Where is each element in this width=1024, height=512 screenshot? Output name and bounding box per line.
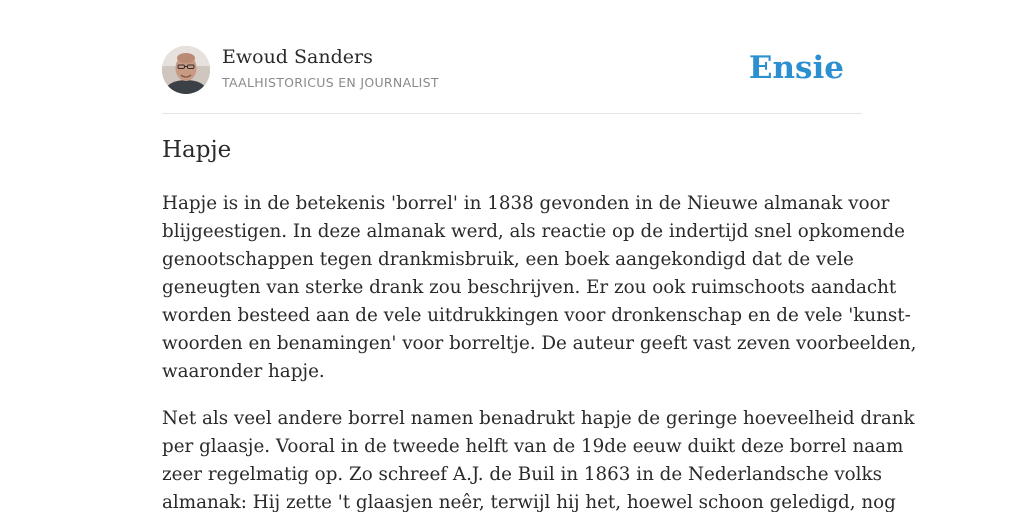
author-avatar[interactable] bbox=[162, 46, 210, 94]
paragraph-line: Net als veel andere borrel namen benadrukt hapje de geringe hoeveelheid drank bbox=[162, 408, 915, 429]
paragraph-line: per glaasje. Vooral in de tweede helft van de 19de eeuw duikt deze borrel naam bbox=[162, 436, 904, 457]
paragraph-line: zeer regelmatig op. Zo schreef A.J. de Buil in 1863 in de Nederlandsche volks bbox=[162, 464, 882, 485]
author-name[interactable]: Ewoud Sanders bbox=[222, 46, 373, 68]
article-paragraph bbox=[162, 190, 917, 386]
paragraph-line: genootschappen tegen drankmisbruik, een boek aangekondigd dat de vele bbox=[162, 249, 854, 270]
paragraph-line: Hapje is in de betekenis 'borrel' in 1838 gevonden in de Nieuwe almanak voor bbox=[162, 193, 890, 214]
paragraph-line: blijgeestigen. In deze almanak werd, als reactie op de indertijd snel opkomende bbox=[162, 221, 905, 242]
article-paragraph bbox=[162, 405, 915, 512]
brand-logo[interactable]: Ensie bbox=[748, 50, 844, 86]
author-role: TAALHISTORICUS EN JOURNALIST bbox=[222, 75, 439, 90]
paragraph-line: almanak: Hij zette 't glaasjen neêr, terwijl hij het, hoewel schoon geledigd, nog bbox=[162, 492, 896, 512]
article-body bbox=[162, 190, 917, 512]
article-title: Hapje bbox=[162, 137, 232, 163]
paragraph-line: waaronder hapje. bbox=[162, 361, 325, 382]
author-header bbox=[162, 45, 862, 97]
paragraph-line: geneugten van sterke drank zou beschrijven. Er zou ook ruimschoots aandacht bbox=[162, 277, 897, 298]
paragraph-line: woorden en benamingen' voor borreltje. De auteur geeft vast zeven voorbeelden, bbox=[162, 333, 917, 354]
paragraph-line: worden besteed aan de vele uitdrukkingen voor dronkenschap en de vele 'kunst- bbox=[162, 305, 911, 326]
header-divider bbox=[162, 113, 862, 114]
avatar-photo-icon bbox=[162, 46, 210, 94]
